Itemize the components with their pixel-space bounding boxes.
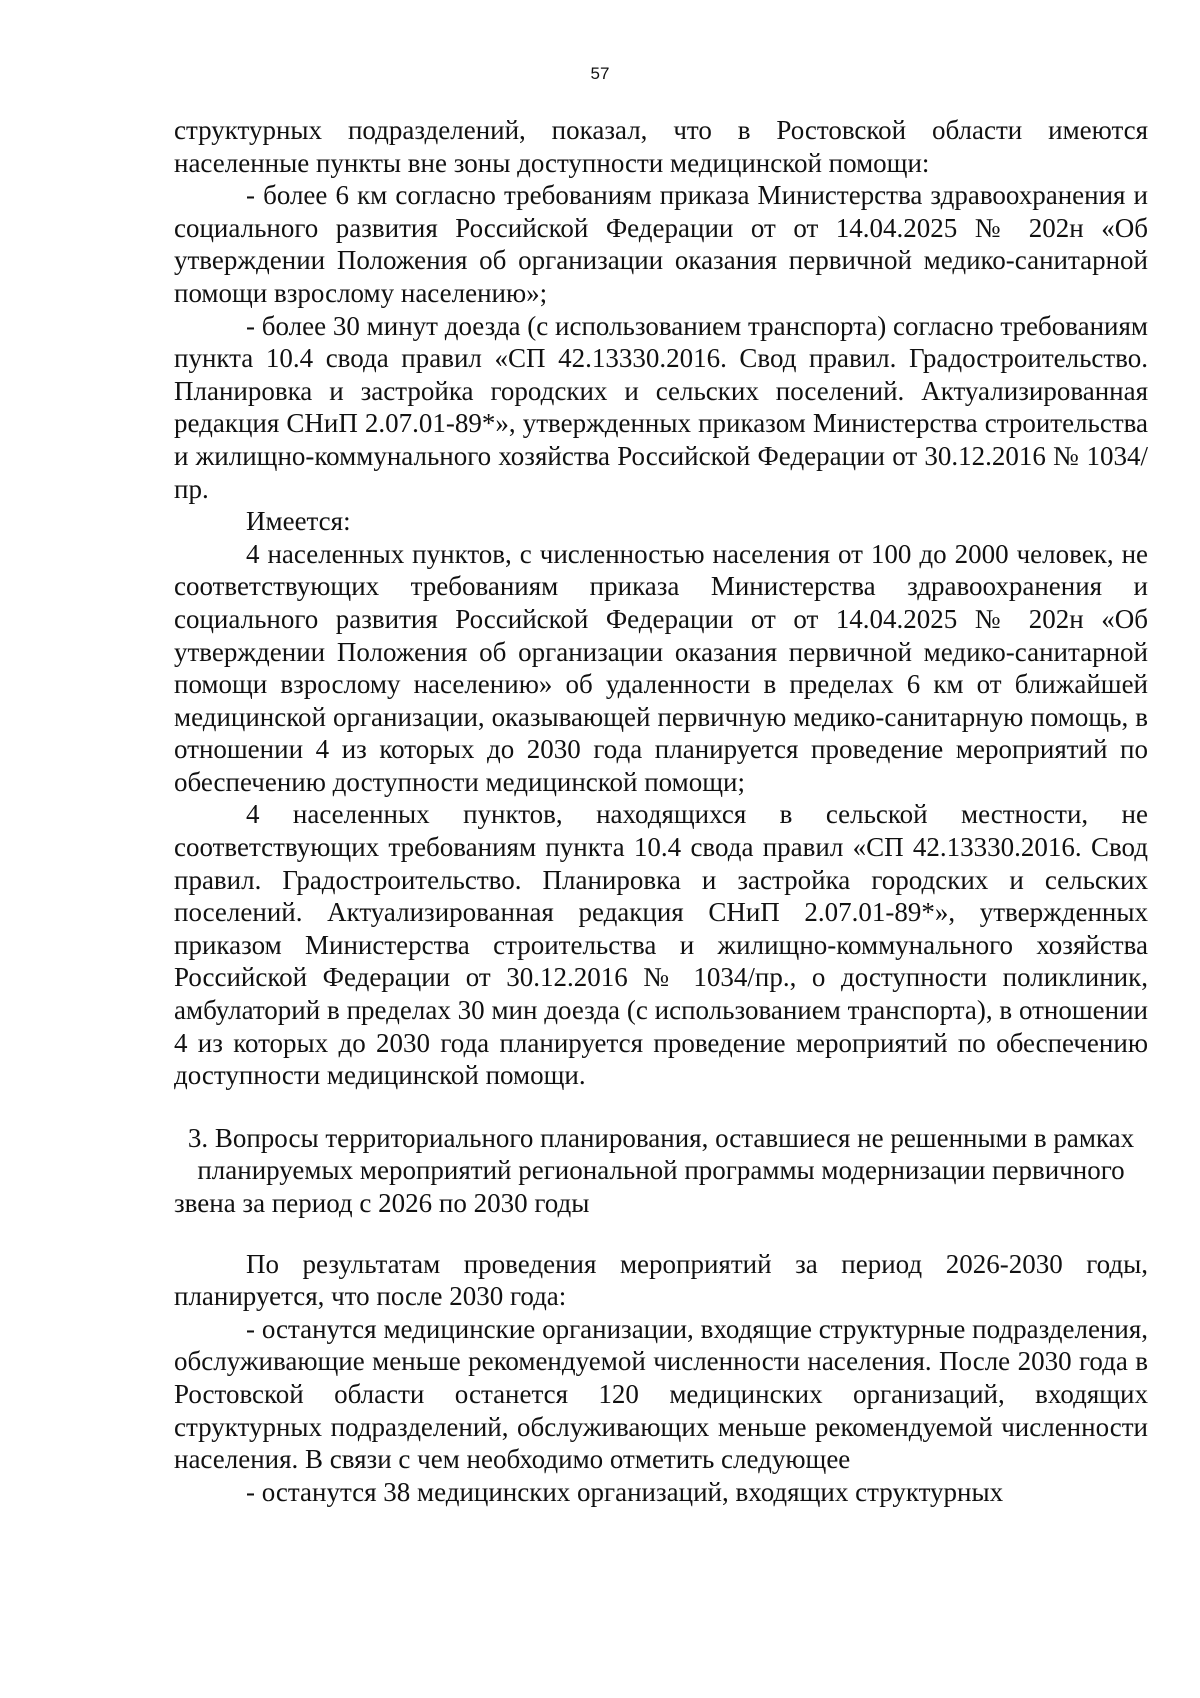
- paragraph-settlements-6km: 4 населенных пунктов, с численностью населения от 100 до 2000 человек, не соответствующих требованиям приказа Министерства здравоохранения и социального развития Российской Федерации от от 14.04.2025 № 202н «Об утверждении Положения об организации оказания первичной медико-санитарной помощи взрослому населению» об удаленности в пределах 6 км от ближайшей медицинской организации, оказывающей первичную медико-санитарную помощь, в отношении 4 из которых до 2030 года планируется проведение мероприятий по обеспечению доступности медицинской помощи;: [174, 538, 1148, 797]
- paragraph-available-label: Имеется:: [246, 506, 351, 537]
- paragraph-settlements-rural: 4 населенных пунктов, находящихся в сельской местности, не соответствующих требованиям пункта 10.4 свода правил «СП 42.13330.2016. Свод правил. Градостроительство. Планировка и застройка городских и сельских поселений. Актуализированная редакция СНиП 2.07.01-89*», утвержденных приказом Министерства строительства и жилищно-коммунального хозяйства Российской Федерации от 30.12.2016 № 1034/пр., о доступности поликлиник, амбулаторий в пределах 30 мин доезда (с использованием транспорта), в отношении 4 из которых до 2030 года планируется проведение мероприятий по обеспечению доступности медицинской помощи.: [174, 799, 1148, 1091]
- section-heading: 3. Вопросы территориального планирования, оставшиеся не решенными в рамках планируемых мероприятий региональной программы модернизации первичного звена за период с 2026 по 2030 годы: [174, 1122, 1135, 1218]
- paragraph-bullet-30min: - более 30 минут доезда (с использованием транспорта) согласно требованиям пункта 10.4 свода правил «СП 42.13330.2016. Свод правил. Градостроительство. Планировка и застройка городских и сельских поселений. Актуализированная редакция СНиП 2.07.01-89*», утвержденных приказом Министерства строительства и жилищно-коммунального хозяйства Российской Федерации от 30.12.2016 № 1034/пр.: [174, 310, 1148, 504]
- paragraph-results: По результатам проведения мероприятий за период 2026-2030 годы, планируется, что после 2030 года:: [174, 1248, 1148, 1312]
- paragraph-remaining-38: - останутся 38 медицинских организаций, входящих структурных: [246, 1476, 1004, 1507]
- page-number: 57: [590, 64, 610, 83]
- paragraph-bullet-6km: - более 6 км согласно требованиям приказа Министерства здравоохранения и социального развития Российской Федерации от от 14.04.2025 № 202н «Об утверждении Положения об организации оказания первичной медико-санитарной помощи взрослому населению»;: [174, 180, 1148, 308]
- paragraph-remaining-organizations: - останутся медицинские организации, входящие структурные подразделения, обслуживающие меньше рекомендуемой численности населения. После 2030 года в Ростовской области останется 120 медицинских организаций, входящих структурных подразделений, обслуживающих меньше рекомендуемой численности населения. В связи с чем необходимо отметить следующее: [174, 1313, 1148, 1475]
- paragraph-intro: структурных подразделений, показал, что в Ростовской области имеются населенные пункты вне зоны доступности медицинской помощи:: [174, 115, 1148, 178]
- document-body: [174, 114, 1148, 1508]
